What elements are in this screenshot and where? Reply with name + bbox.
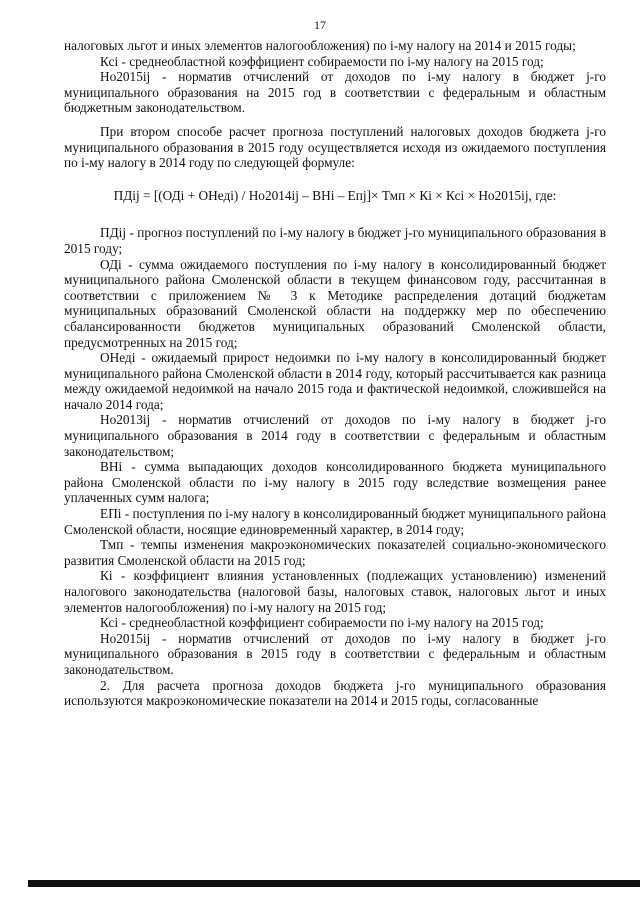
paragraph: ОНедi - ожидаемый прирост недоимки по i-му налогу в консолидированный бюджет муниципального района Смоленской области в 2014 году, который рассчитывается как разница между ожидаемой недоимкой на начало 2015 года и фактической недоимкой, сложившейся на начало 2014 года; [64, 350, 606, 412]
paragraph: налоговых льгот и иных элементов налогообложения) по i-му налогу на 2014 и 2015 годы; [64, 38, 576, 53]
paragraph: ВНi - сумма выпадающих доходов консолидированного бюджета муниципального района Смоленской области по i-му налогу в 2015 году вследствие возмещения ранее уплаченных сумм налога; [64, 459, 606, 506]
paragraph: При втором способе расчет прогноза поступлений налоговых доходов бюджета j-го муниципального образования в 2015 году осуществляется исходя из ожидаемого поступления по i-му налогу в 2014 году по следующей формуле: [64, 123, 606, 171]
paragraph: 2. Для расчета прогноза доходов бюджета j-го муниципального образования используются макроэкономические показатели на 2014 и 2015 годы, согласованные [64, 677, 606, 709]
paragraph: Но2013ij - норматив отчислений от доходов по i-му налогу в бюджет j-го муниципального образования в 2014 году в соответствии с федеральным и областным законодательством; [64, 412, 606, 459]
document-body [64, 38, 606, 709]
paragraph: Ксi - среднеобластной коэффициент собираемости по i-му налогу на 2015 год; [100, 615, 544, 631]
paragraph: ОДi - сумма ожидаемого поступления по i-му налогу в консолидированный бюджет муниципального района Смоленской области в текущем финансовом году, рассчитанная в соответствии с приложением № 3 к Методике распределения дотаций бюджетам муниципальных образований Смоленской области на поддержку мер по обеспечению сбалансированности бюджетов муниципальных образований Смоленской области, предусмотренных на 2015 год; [64, 256, 606, 350]
paragraph: Тмп - темпы изменения макроэкономических показателей социально-экономического развития Смоленской области на 2015 год; [64, 537, 606, 568]
formula: ПДij = [(ОДi + ОНедi) / Но2014ij – ВНi – Епj]× Тмп × Кi × Ксi × Но2015ij, где: [113, 187, 557, 203]
paragraph: Но2015ij - норматив отчислений от доходов по i-му налогу в бюджет j-го муниципального образования на 2015 год в соответствии с федеральным и областным бюджетным законодательством. [64, 69, 606, 116]
paragraph: ЕПi - поступления по i-му налогу в консолидированный бюджет муниципального района Смоленской области, носящие единовременный характер, в 2014 году; [64, 506, 607, 537]
paragraph: Ксi - среднеобластной коэффициент собираемости по i-му налогу на 2015 год; [100, 53, 544, 69]
paragraph: Кi - коэффициент влияния установленных (подлежащих установлению) изменений налогового законодательства (налоговой базы, налоговых ставок, налоговых льгот и иных элементов налогообложения) по i-му налогу на 2015 год; [64, 568, 606, 615]
scan-border-bar [28, 880, 640, 887]
paragraph: ПДij - прогноз поступлений по i-му налогу в бюджет j-го муниципального образования в 2015 году; [64, 225, 606, 256]
page-number: 17 [314, 18, 326, 32]
paragraph: Но2015ij - норматив отчислений от доходов по i-му налогу в бюджет j-го муниципального образования в 2015 году в соответствии с федеральным и областным законодательством. [64, 630, 606, 677]
